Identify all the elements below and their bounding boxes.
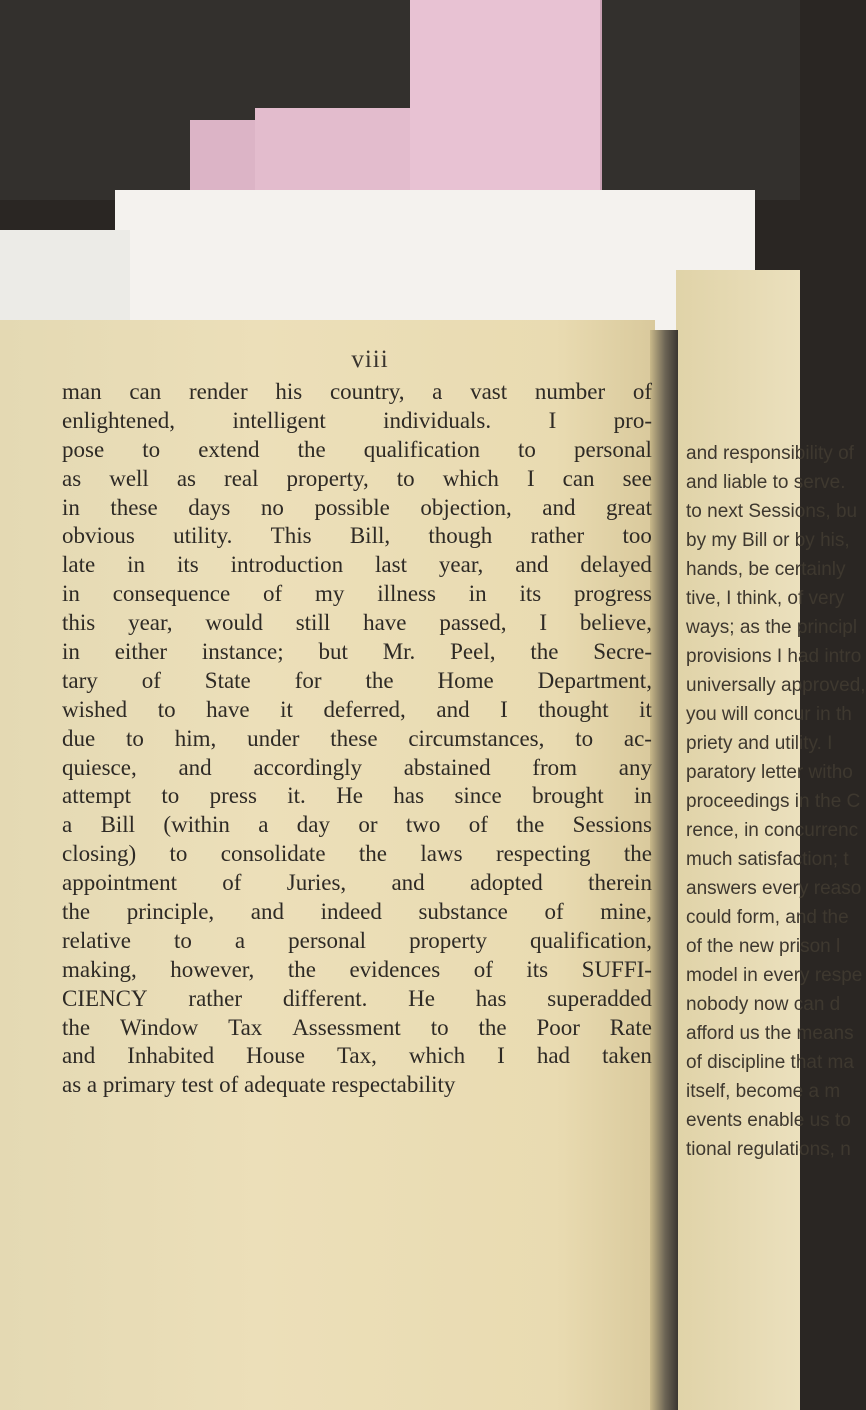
- text-line: attempt to press it. He has since brought in: [62, 783, 652, 809]
- text-line: quiesce, and accordingly abstained from any: [62, 754, 652, 780]
- text-line: pose to extend the qualification to personal: [62, 436, 652, 462]
- facing-text-line: model in every respe: [686, 965, 863, 986]
- text-line: in consequence of my illness in its progress: [62, 581, 652, 607]
- text-line: as a primary test of adequate respectability: [62, 1072, 456, 1098]
- text-line: the principle, and indeed substance of mine,: [62, 899, 652, 925]
- facing-text-line: paratory letter witho: [686, 762, 853, 783]
- facing-text-line: tional regulations, n: [686, 1139, 851, 1160]
- facing-text-line: events enable us to: [686, 1110, 851, 1131]
- white-sheet: [115, 190, 755, 330]
- facing-text-line: you will concur in th: [686, 704, 852, 725]
- facing-text-line: much satisfaction; t: [686, 849, 849, 870]
- text-line: the Window Tax Assessment to the Poor Rate: [62, 1014, 652, 1040]
- text-line: wished to have it deferred, and I thought it: [62, 696, 652, 722]
- facing-text-line: proceedings in the C: [686, 791, 861, 812]
- text-line: late in its introduction last year, and delayed: [62, 552, 652, 578]
- facing-text-line: itself, become a m: [686, 1081, 841, 1102]
- facing-text-line: provisions I had intro: [686, 646, 862, 667]
- text-line: this year, would still have passed, I believe,: [62, 610, 652, 636]
- text-line: tary of State for the Home Department,: [62, 667, 652, 693]
- text-line: enlightened, intelligent individuals. I pro-: [62, 407, 652, 433]
- facing-text-line: of the new prison l: [686, 936, 841, 957]
- facing-text-line: priety and utility. I: [686, 733, 833, 754]
- facing-text-line: by my Bill or by his,: [686, 530, 850, 551]
- text-line: CIENCY rather different. He has superadded: [62, 985, 652, 1011]
- facing-text-line: and liable to serve.: [686, 472, 846, 493]
- text-line: relative to a personal property qualification,: [62, 927, 652, 953]
- page-body-text: [62, 378, 652, 1100]
- text-line: in either instance; but Mr. Peel, the Secre-: [62, 639, 652, 665]
- text-line: a Bill (within a day or two of the Sessions: [62, 812, 652, 838]
- text-line: as well as real property, to which I can see: [62, 465, 652, 491]
- text-line: making, however, the evidences of its SUFFI-: [62, 956, 652, 982]
- text-line: in these days no possible objection, and great: [62, 494, 652, 520]
- facing-text-line: nobody now can d: [686, 994, 841, 1015]
- book-gutter: [650, 330, 678, 1410]
- facing-text-line: universally approved,: [686, 675, 866, 696]
- text-line: appointment of Juries, and adopted therein: [62, 870, 652, 896]
- pink-page-tab: [410, 0, 602, 215]
- facing-text-line: hands, be certainly: [686, 559, 846, 580]
- facing-text-line: rence, in concurrenc: [686, 820, 859, 841]
- facing-text-line: of discipline that ma: [686, 1052, 854, 1073]
- page-number: viii: [351, 346, 389, 373]
- facing-page-text: [686, 440, 866, 1165]
- facing-text-line: to next Sessions, bu: [686, 501, 858, 522]
- facing-text-line: afford us the means: [686, 1023, 854, 1044]
- text-line: due to him, under these circumstances, to ac-: [62, 725, 652, 751]
- text-line: obvious utility. This Bill, though rather too: [62, 523, 652, 549]
- facing-text-line: answers every reaso: [686, 878, 862, 899]
- facing-text-line: and responsibility of: [686, 443, 854, 464]
- text-line: closing) to consolidate the laws respecting the: [62, 841, 652, 867]
- facing-text-line: ways; as the principl: [686, 617, 858, 638]
- facing-text-line: tive, I think, of very: [686, 588, 845, 609]
- text-line: man can render his country, a vast number of: [62, 379, 652, 404]
- text-line: and Inhabited House Tax, which I had taken: [62, 1043, 652, 1069]
- facing-text-line: could form, and the: [686, 907, 849, 928]
